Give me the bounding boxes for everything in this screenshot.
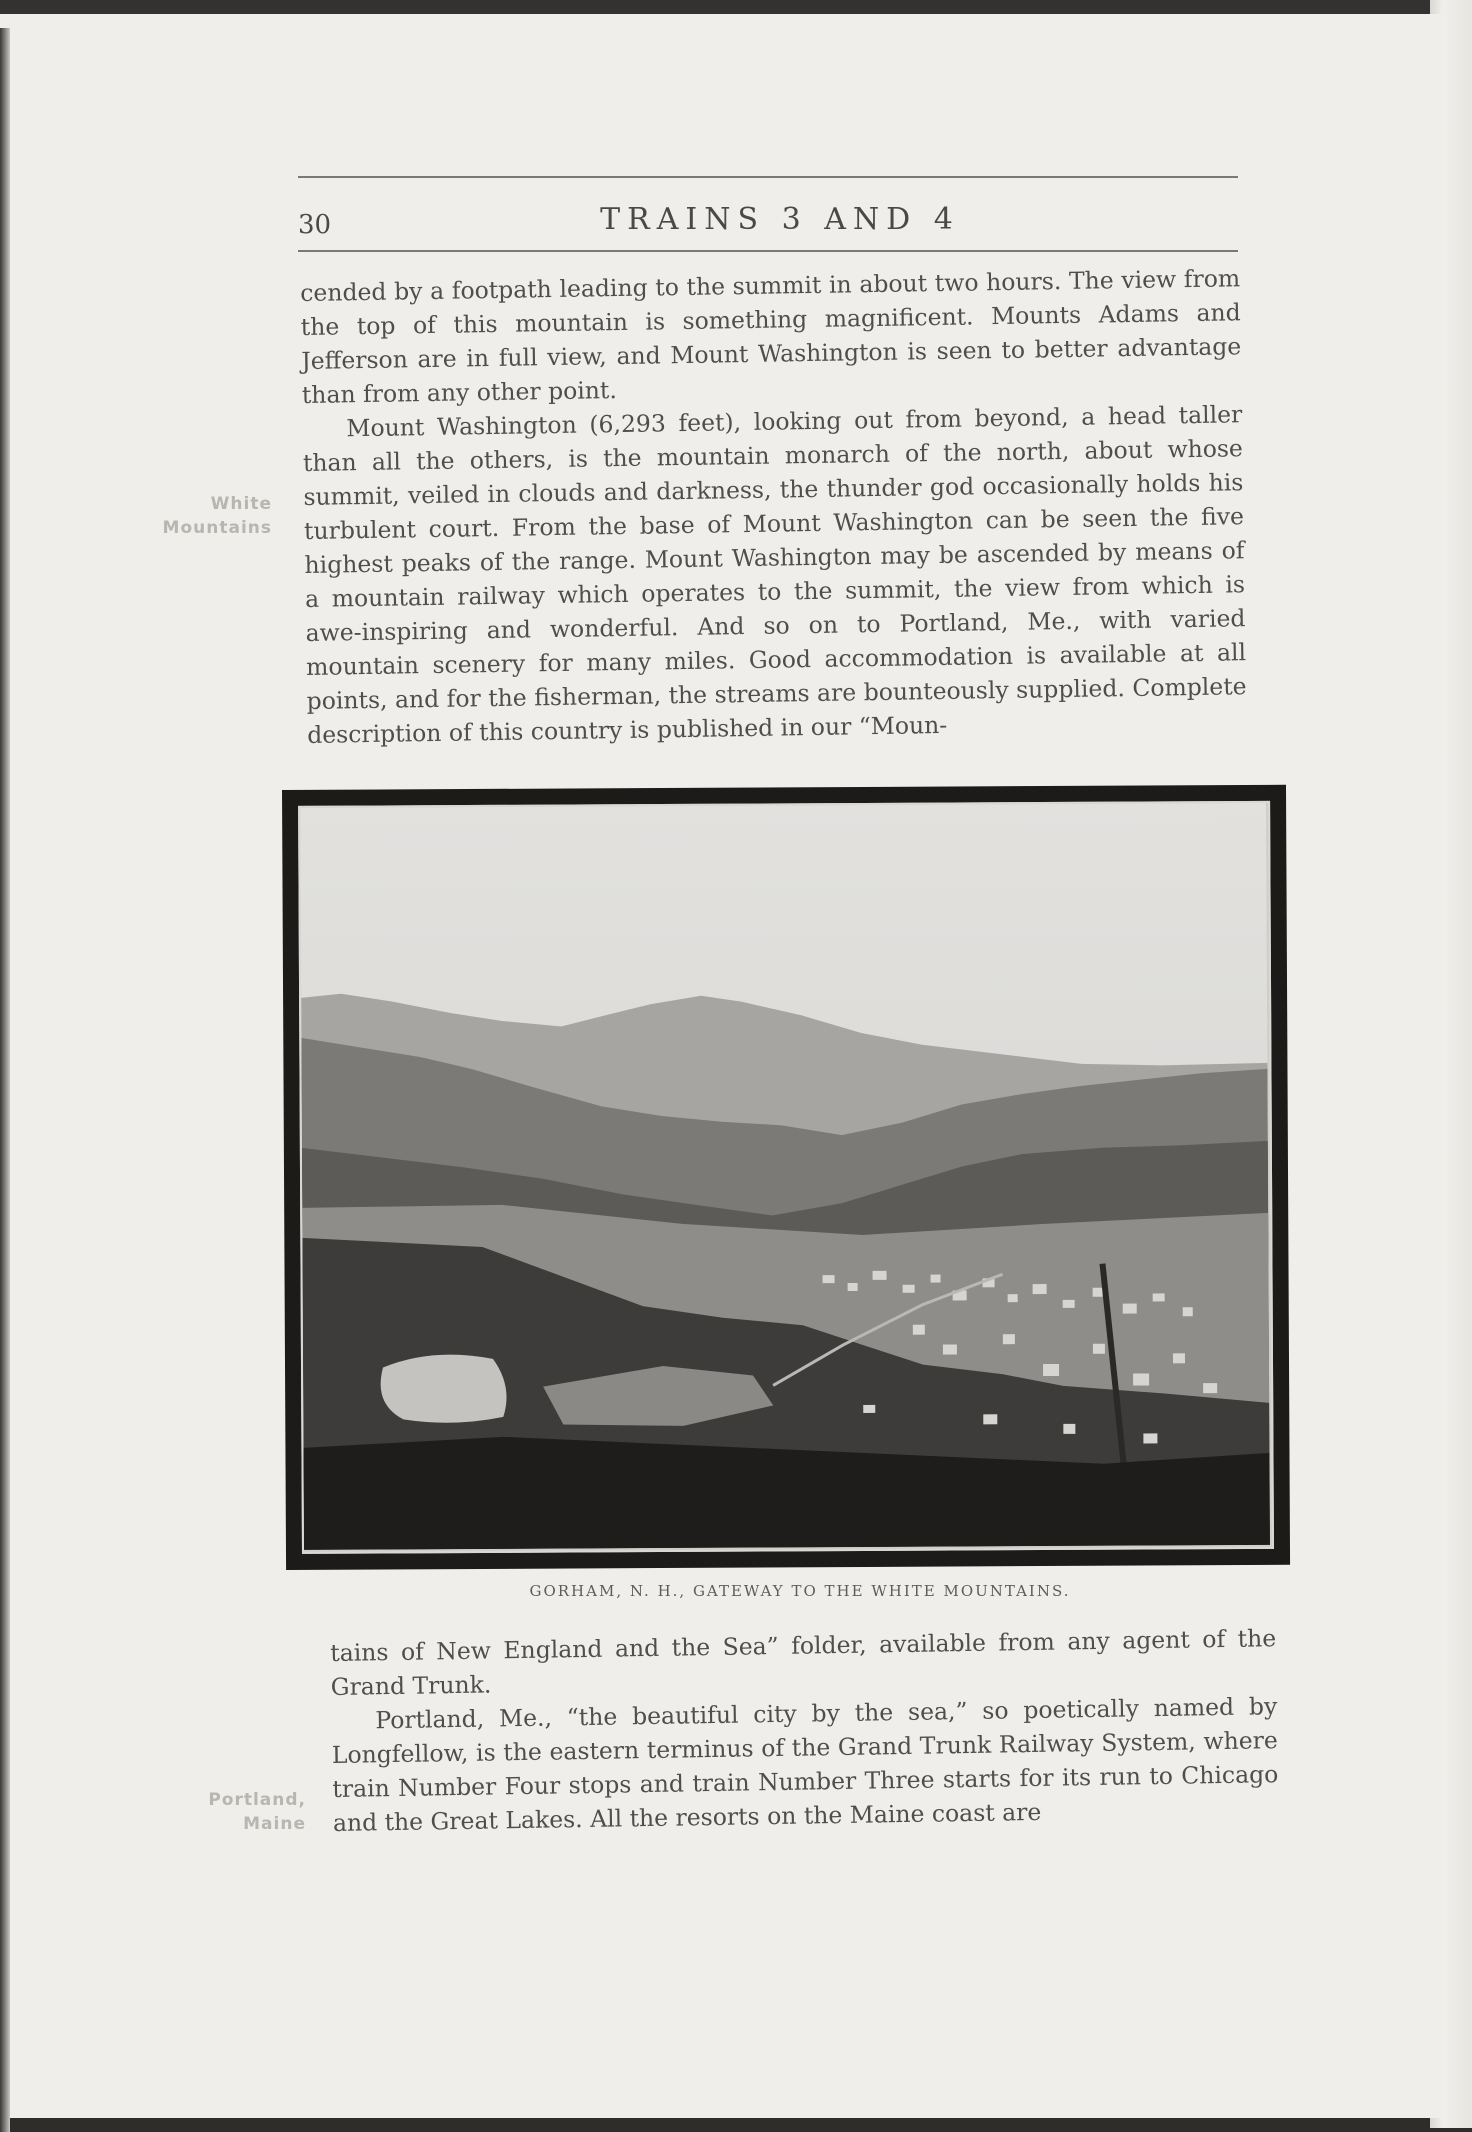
paragraph: Mount Washington (6,293 feet), looking out from beyond, a head taller than all the others, is the mountain monarch of the north, about whose summit, veiled in clouds and darkness, the thunder god occasionally holds his turbulent court. From the base of Mount Washington can be seen the five highest peaks of the range. Mount Washington may be ascended by means of a mountain railway which operates to the summit, the view from which is awe-inspiring and wonderful. And so on to Portland, Me., with varied mountain scenery for many miles. Good accommodation is available at all points, and for the fisherman, the streams are bounteously supplied. Complete description of this country is published in our “Moun- (302, 400, 1247, 749)
margin-note-line: Maine (243, 1814, 306, 1834)
running-title: TRAINS 3 AND 4 (600, 202, 960, 237)
paragraph: cended by a footpath leading to the summit in about two hours. The view from the top of this mountain is something magnificent. Mounts Adams and Jefferson are in full view, and Mount Washington is seen to better advantage than from any other point. (300, 264, 1242, 409)
margin-note-line: Portland, (208, 1790, 306, 1810)
body-text-top (300, 261, 1247, 752)
scan-top-edge (0, 0, 1472, 14)
figure-caption: GORHAM, N. H., GATEWAY TO THE WHITE MOUNTAINS. (529, 1582, 1071, 1600)
margin-note-white-mountains (140, 492, 272, 540)
book-page (0, 14, 1442, 2118)
page-gutter-shadow (0, 28, 10, 2132)
photograph-frame (282, 785, 1290, 1570)
landscape-photo-image (300, 803, 1270, 1550)
margin-note-line: White (210, 494, 272, 514)
paragraph: Portland, Me., “the beautiful city by the sea,” so poetically named by Longfellow, is the eastern terminus of the Grand Trunk Railway System, where train Number Four stops and train Number Three starts for its run to Chicago and the Great Lakes. All the resorts on the Maine coast are (331, 1692, 1279, 1837)
paragraph: tains of New England and the Sea” folder, available from any agent of the Grand Trunk. (330, 1624, 1277, 1701)
margin-note-line: Mountains (162, 518, 272, 538)
body-text-bottom (330, 1621, 1279, 1840)
page-number: 30 (298, 210, 332, 240)
margin-note-portland-maine (170, 1788, 306, 1836)
header-rule-bottom (298, 250, 1238, 252)
photograph-gorham (298, 801, 1274, 1554)
header-rule-top (298, 176, 1238, 178)
